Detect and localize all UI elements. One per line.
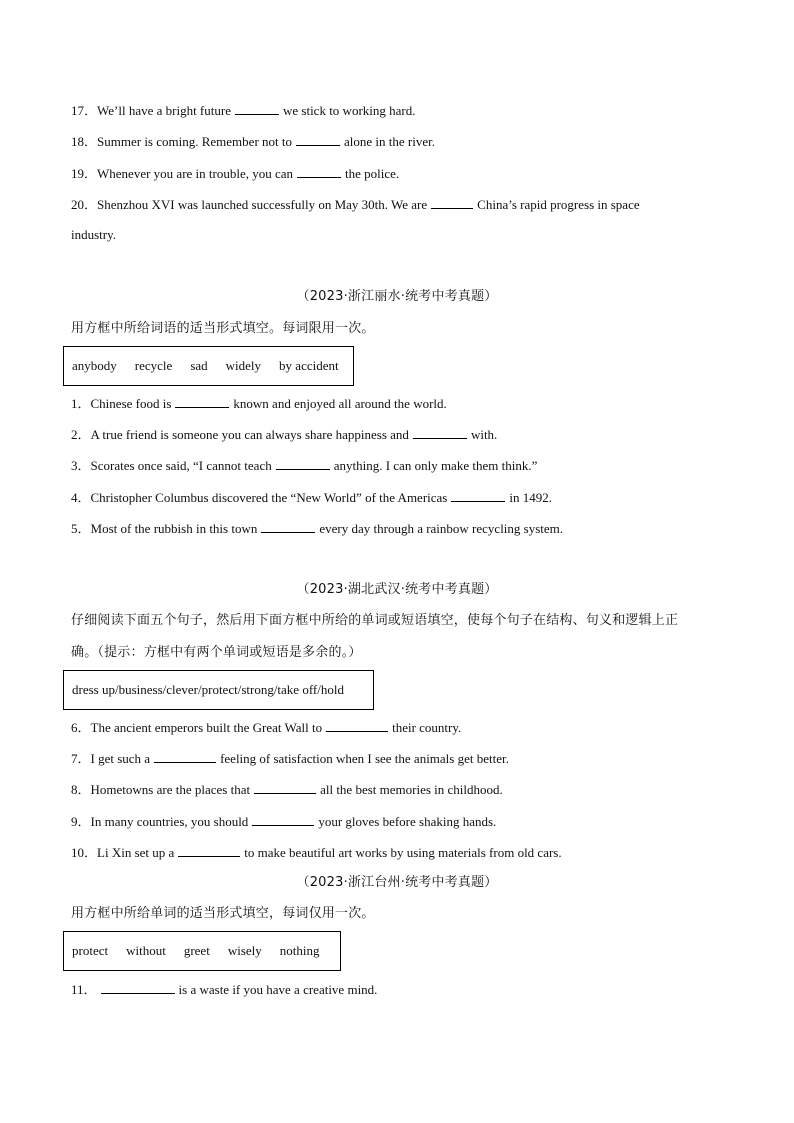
word-options: dress up/business/clever/protect/strong/take off/hold [72,682,344,697]
word-box [63,346,354,386]
word-option: without [126,943,166,958]
answer-blank[interactable] [451,488,505,502]
question-1: 1．Chinese food is known and enjoyed all around the world. [71,396,447,411]
question-3: 3．Scorates once said, “I cannot teach anything. I can only make them think.” [71,458,538,473]
answer-blank[interactable] [235,101,279,115]
answer-blank[interactable] [276,456,330,470]
word-option: recycle [134,358,173,373]
answer-blank[interactable] [431,195,473,209]
answer-blank[interactable] [254,780,316,794]
answer-blank[interactable] [326,718,388,732]
section-source: （2023·浙江台州·统考中考真题） [296,875,498,890]
question-10: 10．Li Xin set up a to make beautiful art works by using materials from old cars. [71,845,562,860]
word-option: by accident [279,358,339,373]
section-instruction: 仔细阅读下面五个句子，然后用下面方框中所给的单词或短语填空，使每个句子在结构、句义和逻辑上正 [71,613,679,628]
question-4: 4．Christopher Columbus discovered the “New World” of the Americas in 1492. [71,490,552,505]
answer-blank[interactable] [101,980,175,994]
answer-blank[interactable] [175,394,229,408]
answer-blank[interactable] [154,749,216,763]
section-instruction: 用方框中所给词语的适当形式填空。每词限用一次。 [71,321,375,336]
section-instruction-continuation: 确。（提示：方框中有两个单词或短语是多余的。） [71,645,362,660]
question-8: 8．Hometowns are the places that all the best memories in childhood. [71,782,503,797]
question-11: 11． is a waste if you have a creative mind. [71,982,378,997]
word-option: greet [183,943,210,958]
section-source: （2023·湖北武汉·统考中考真题） [296,582,498,597]
question-9: 9．In many countries, you should your gloves before shaking hands. [71,814,497,829]
answer-blank[interactable] [413,425,467,439]
answer-blank[interactable] [261,519,315,533]
answer-blank[interactable] [178,843,240,857]
answer-blank[interactable] [252,812,314,826]
question-6: 6．The ancient emperors built the Great Wall to their country. [71,720,462,735]
question-18: 18．Summer is coming. Remember not to alone in the river. [71,134,435,149]
word-option: widely [225,358,262,373]
word-option: nothing [279,943,320,958]
question-2: 2．A true friend is someone you can always share happiness and with. [71,427,498,442]
word-option: wisely [227,943,262,958]
word-option: protect [72,943,109,958]
question-5: 5．Most of the rubbish in this town every day through a rainbow recycling system. [71,521,564,536]
question-17: 17．We’ll have a bright future we stick to working hard. [71,103,416,118]
question-7: 7．I get such a feeling of satisfaction when I see the animals get better. [71,751,509,766]
answer-blank[interactable] [297,164,341,178]
word-box [63,670,374,710]
section-source: （2023·浙江丽水·统考中考真题） [296,289,498,304]
section-instruction: 用方框中所给单词的适当形式填空，每词仅用一次。 [71,906,375,921]
word-option: sad [190,358,208,373]
question-20: 20．Shenzhou XVI was launched successfully on May 30th. We are China’s rapid progress in space [71,197,640,212]
word-option: anybody [72,358,117,373]
answer-blank[interactable] [296,132,340,146]
question-20-continuation: industry. [71,227,117,242]
question-19: 19．Whenever you are in trouble, you can the police. [71,166,400,181]
word-box [63,931,341,971]
